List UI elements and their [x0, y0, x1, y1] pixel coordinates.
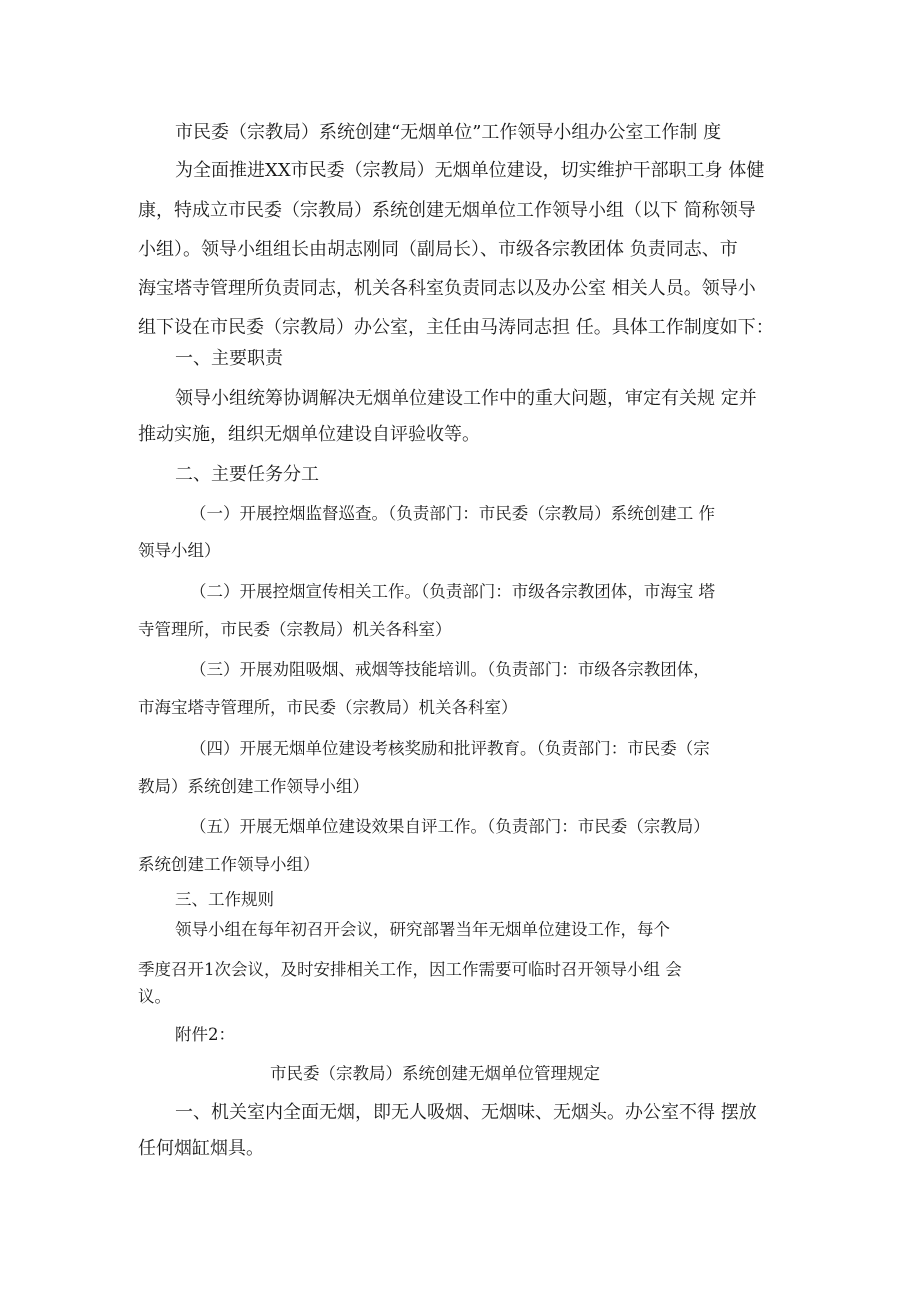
- intro-line: 为全面推进XX市民委（宗教局）无烟单位建设，切实维护干部职工身 体健: [175, 160, 765, 181]
- paragraph-line: 领导小组在每年初召开会议，研究部署当年无烟单位建设工作，每个: [175, 920, 670, 939]
- section-heading: 一、主要职责: [175, 348, 283, 369]
- intro-line: 海宝塔寺管理所负责同志，机关各科室负责同志以及办公室 相关人员。领导小: [138, 278, 756, 299]
- task-line: （四）开展无烟单位建设考核奖励和批评教育。（负责部门：市民委（宗: [190, 739, 710, 758]
- task-line: （三）开展劝阻吸烟、戒烟等技能培训。（负责部门：市级各宗教团体，: [190, 660, 710, 679]
- task-line: 寺管理所，市民委（宗教局）机关各科室）: [138, 620, 452, 639]
- paragraph-line: 议。: [138, 987, 171, 1006]
- rules-title: 市民委（宗教局）系统创建无烟单位管理规定: [270, 1064, 600, 1083]
- task-line: （二）开展控烟宣传相关工作。（负责部门：市级各宗教团体，市海宝 塔: [190, 582, 715, 601]
- paragraph-line: 推动实施，组织无烟单位建设自评验收等。: [138, 424, 480, 445]
- task-line: 教局）系统创建工作领导小组）: [138, 777, 369, 796]
- section-heading: 二、主要任务分工: [175, 464, 319, 485]
- task-line: 系统创建工作领导小组）: [138, 855, 320, 874]
- intro-line: 小组）。领导小组组长由胡志刚同（副局长）、市级各宗教团体 负责同志、市: [138, 239, 738, 260]
- intro-line: 组下设在市民委（宗教局）办公室，主任由马涛同志担 任。具体工作制度如下：: [138, 317, 774, 338]
- paragraph-line: 一、机关室内全面无烟，即无人吸烟、无烟味、无烟头。办公室不得 摆放: [175, 1102, 757, 1123]
- paragraph-line: 季度召开1次会议，及时安排相关工作，因工作需要可临时召开领导小组 会: [138, 960, 682, 979]
- paragraph-line: 任何烟缸烟具。: [138, 1138, 264, 1159]
- task-line: （一）开展控烟监督巡查。（负责部门：市民委（宗教局）系统创建工 作: [190, 504, 715, 523]
- section-heading: 三、工作规则: [175, 890, 274, 909]
- paragraph-line: 领导小组统筹协调解决无烟单位建设工作中的重大问题，审定有关规 定并: [175, 388, 757, 409]
- intro-line: 康，特成立市民委（宗教局）系统创建无烟单位工作领导小组（以下 简称领导: [138, 200, 756, 221]
- task-line: 领导小组）: [138, 541, 221, 560]
- task-line: （五）开展无烟单位建设效果自评工作。（负责部门：市民委（宗教局）: [190, 817, 710, 836]
- attachment-label: 附件2：: [175, 1025, 235, 1044]
- task-line: 市海宝塔寺管理所，市民委（宗教局）机关各科室）: [138, 698, 518, 717]
- document-title: 市民委（宗教局）系统创建“无烟单位”工作领导小组办公室工作制 度: [175, 122, 722, 143]
